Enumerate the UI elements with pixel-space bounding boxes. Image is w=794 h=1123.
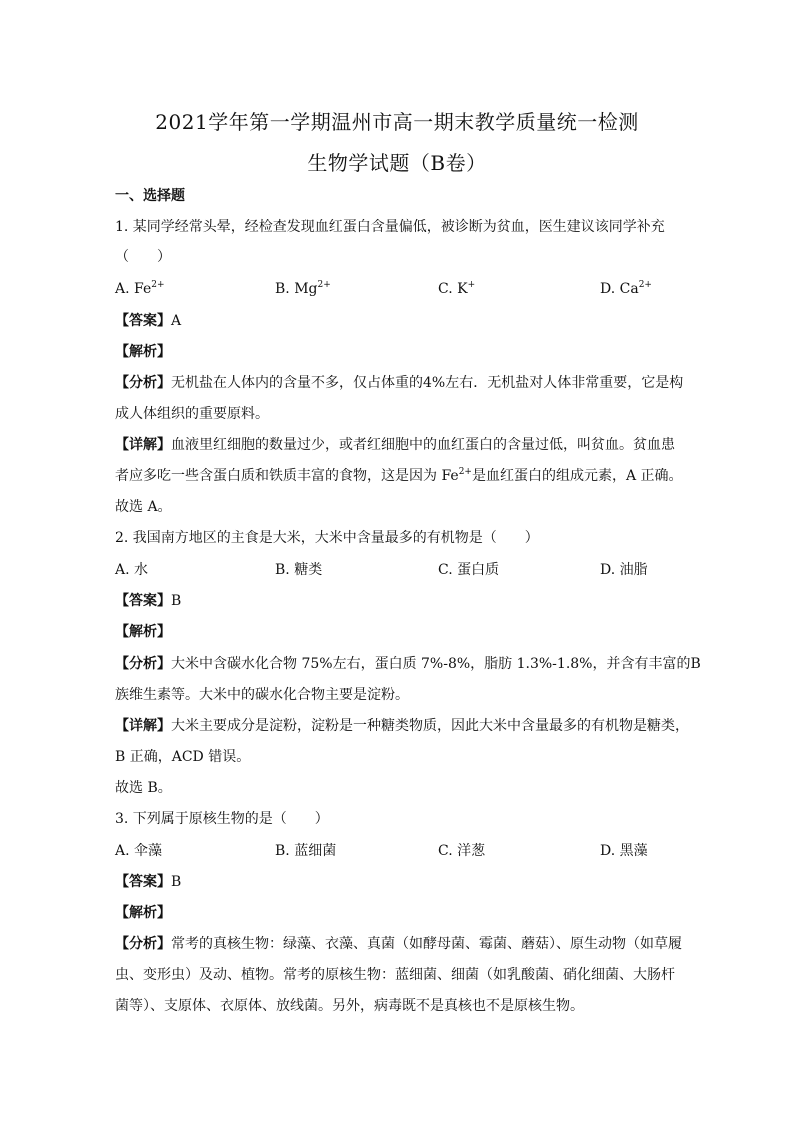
q3-fenxi-line3: 菌等）、支原体、衣原体、放线菌。另外，病毒既不是真核也不是原核生物。 — [115, 998, 584, 1014]
q2-fenxi-line1: 【分析】大米中含碳水化合物 75%左右，蛋白质 7%-8%，脂肪 1.3%-1.8%，并含有丰富的B — [115, 656, 701, 672]
q1-analysis-label: 【解析】 — [115, 344, 171, 360]
q3-answer: 【答案】B — [115, 874, 182, 890]
q1-stem-line2: （ ） — [115, 249, 171, 265]
q3-analysis-label: 【解析】 — [115, 905, 171, 921]
q2-conclusion: 故选 B。 — [115, 780, 172, 796]
q2-answer: 【答案】B — [115, 593, 182, 609]
q2-xiangjie-line2: B 正确，ACD 错误。 — [115, 749, 251, 765]
q3-option-a: A. 伞藻 — [115, 843, 163, 859]
q3-fenxi-line1: 【分析】常考的真核生物：绿藻、衣藻、真菌（如酵母菌、霉菌、蘑菇）、原生动物（如草履 — [115, 936, 682, 952]
q1-xiangjie-line1: 【详解】血液里红细胞的数量过少，或者红细胞中的血红蛋白的含量过低，叫贫血。贫血患 — [115, 437, 675, 453]
q1-fenxi-line2: 成人体组织的重要原料。 — [115, 406, 269, 422]
q2-option-b: B. 糖类 — [275, 562, 323, 578]
q1-option-a: A. $Fe^{2+}$ — [115, 280, 165, 297]
q2-analysis-label: 【解析】 — [115, 624, 171, 640]
q3-stem: 3. 下列属于原核生物的是（ ） — [115, 811, 329, 827]
q1-answer: 【答案】A — [115, 313, 182, 329]
q3-option-b: B. 蓝细菌 — [275, 843, 337, 859]
q2-option-c: C. 蛋白质 — [438, 562, 500, 578]
page-subtitle: 生物学试题（B卷） — [307, 151, 487, 175]
q1-option-c: C. K+ — [438, 280, 476, 297]
q2-option-d: D. 油脂 — [600, 562, 648, 578]
q1-xiangjie-line2: 者应多吃一些含蛋白质和铁质丰富的食物，这是因为 $Fe^{2+}$是血红蛋白的组成元素，A 正确。 — [115, 467, 683, 484]
q1-conclusion: 故选 A。 — [115, 499, 172, 515]
q1-fenxi-line1: 【分析】无机盐在人体内的含量不多，仅占体重的4%左右．无机盐对人体非常重要，它是构 — [115, 375, 684, 391]
q2-xiangjie-line1: 【详解】大米主要成分是淀粉，淀粉是一种糖类物质，因此大米中含量最多的有机物是糖类， — [115, 718, 689, 734]
q1-stem-line1: 1. 某同学经常头晕，经检查发现血红蛋白含量偏低，被诊断为贫血，医生建议该同学补充 — [115, 219, 665, 235]
section-heading: 一、选择题 — [115, 188, 185, 204]
q1-option-d: D. $Ca^{2+}$ — [600, 280, 652, 297]
q2-option-a: A. 水 — [115, 562, 149, 578]
q3-option-c: C. 洋葱 — [438, 843, 486, 859]
q2-stem: 2. 我国南方地区的主食是大米，大米中含量最多的有机物是（ ） — [115, 530, 539, 546]
page-title: 2021学年第一学期温州市高一期末教学质量统一检测 — [155, 110, 639, 134]
q3-option-d: D. 黑藻 — [600, 843, 648, 859]
q2-fenxi-line2: 族维生素等。大米中的碳水化合物主要是淀粉。 — [115, 687, 409, 703]
q3-fenxi-line2: 虫、变形虫）及动、植物。常考的原核生物：蓝细菌、细菌（如乳酸菌、硝化细菌、大肠杆 — [115, 967, 675, 983]
q1-option-b: B. $Mg^{2+}$ — [275, 280, 331, 297]
